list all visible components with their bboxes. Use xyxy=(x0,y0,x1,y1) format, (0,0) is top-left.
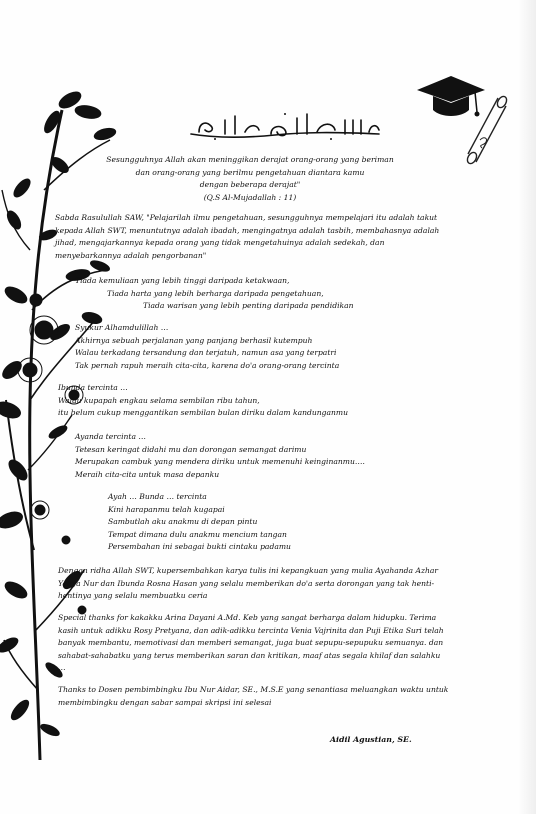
verse-line: Ayah … Bunda … tercinta xyxy=(108,492,207,501)
verse-line: Walau terkadang tersandung dan terjatuh, namun asa yang terpatri xyxy=(75,348,337,357)
verse-line: Tak pernah rapuh meraih cita-cita, karena do'a orang-orang tercinta xyxy=(75,360,340,370)
thanks-family-paragraph: Special thanks for kakakku Arina Dayani A.Md. Keb yang sangat berharga dalam hidupku. Terima kasih untuk adikku Rosy Pretyana, dan adik-adikku tercinta Venia Vajrinita dan Puji Etika Suri telah banyak membantu, memotivasi dan memberi semangat, juga buat sepupu-sepupuku semuanya. dan sahabat-sahabatku yang terus memberikan saran dan kritikan, maaf atas segala khilaf dan salahku … xyxy=(58,613,444,672)
bismillah-calligraphy xyxy=(185,108,385,142)
dedication-paragraph: Dengan ridha Allah SWT, kupersembahkan karya tulis ini kepangkuan yang mulia Ayahanda Azhar Yahya Nur dan Ibunda Rosna Hasan yang selalu memberikan do'a serta dorongan yang tak henti-hentinya yang selalu membuatku ceria xyxy=(58,566,438,600)
verse-line: Syukur Alhamdulillah … xyxy=(75,323,169,332)
verse-line: itu belum cukup menggantikan sembilan bulan diriku dalam kandunganmu xyxy=(58,408,349,417)
hadith-paragraph: Sabda Rasulullah SAW, "Pelajarilah ilmu pengetahuan, sesungguhnya mempelajari itu adalah takut kepada Allah SWT, menuntutnya adalah ibadah, mengingatnya adalah tasbih, membahasnya adalah jihad, mengajarkannya kepada orang yang tidak mengetahuinya adalah sedekah, dan menyebarkannya adalah pengorbanan" xyxy=(55,213,440,260)
verse-line: Sambutlah aku anakmu di depan pintu xyxy=(108,517,258,526)
verse-line: Ayanda tercinta … xyxy=(75,432,147,441)
quran-line: Sesungguhnya Allah akan meninggikan derajat orang-orang yang beriman xyxy=(106,155,394,164)
quran-quote xyxy=(100,154,400,204)
verse-line: Meraih cita-cita untuk masa depanku xyxy=(75,469,220,479)
thanks-lecturer-paragraph: Thanks to Dosen pembimbingku Ibu Nur Aidar, SE., M.S.E yang senantiasa meluangkan waktu untuk membimbingku dengan sabar sampai skripsi ini selesai xyxy=(58,685,449,707)
verse-line: Kini harapanmu telah kugapai xyxy=(108,504,225,514)
poem-line: Tiada harta yang lebih berharga daripada pengetahuan, xyxy=(107,288,324,298)
verse-line: Merupakan cambuk yang mendera diriku untuk memenuhi keinginanmu…. xyxy=(75,457,365,466)
author-signature: Aidil Agustian, SE. xyxy=(330,735,412,744)
gratitude-verse xyxy=(75,322,339,372)
diploma-scroll-icon xyxy=(458,92,514,168)
quran-line: dengan beberapa derajat" xyxy=(199,180,301,189)
verse-line: Tetesan keringat didahi mu dan dorongan semangat darimu xyxy=(75,444,307,454)
verse-line: Persembahan ini sebagai bukti cintaku padamu xyxy=(108,542,291,551)
verse-line: Tempat dimana dulu anakmu mencium tangan xyxy=(108,529,287,539)
verse-line: Akhirnya sebuah perjalanan yang panjang berhasil kutempuh xyxy=(75,335,313,345)
poem-virtues xyxy=(75,275,354,313)
verse-line: Ibunda tercinta … xyxy=(58,383,128,392)
mother-verse xyxy=(58,382,348,420)
poem-line: Tiada kemuliaan yang lebih tinggi daripada ketakwaan, xyxy=(75,276,290,285)
quran-citation: (Q.S Al-Mujadallah : 11) xyxy=(203,192,297,202)
quran-line: dan orang-orang yang berilmu pengetahuan diantara kamu xyxy=(135,167,365,177)
poem-line: Tiada warisan yang lebih penting daripada pendidikan xyxy=(143,301,354,310)
father-verse xyxy=(75,431,365,481)
parents-verse xyxy=(108,491,291,554)
page-edge-shadow xyxy=(518,0,536,814)
verse-line: Walau kupapah engkau selama sembilan ribu tahun, xyxy=(58,395,260,405)
